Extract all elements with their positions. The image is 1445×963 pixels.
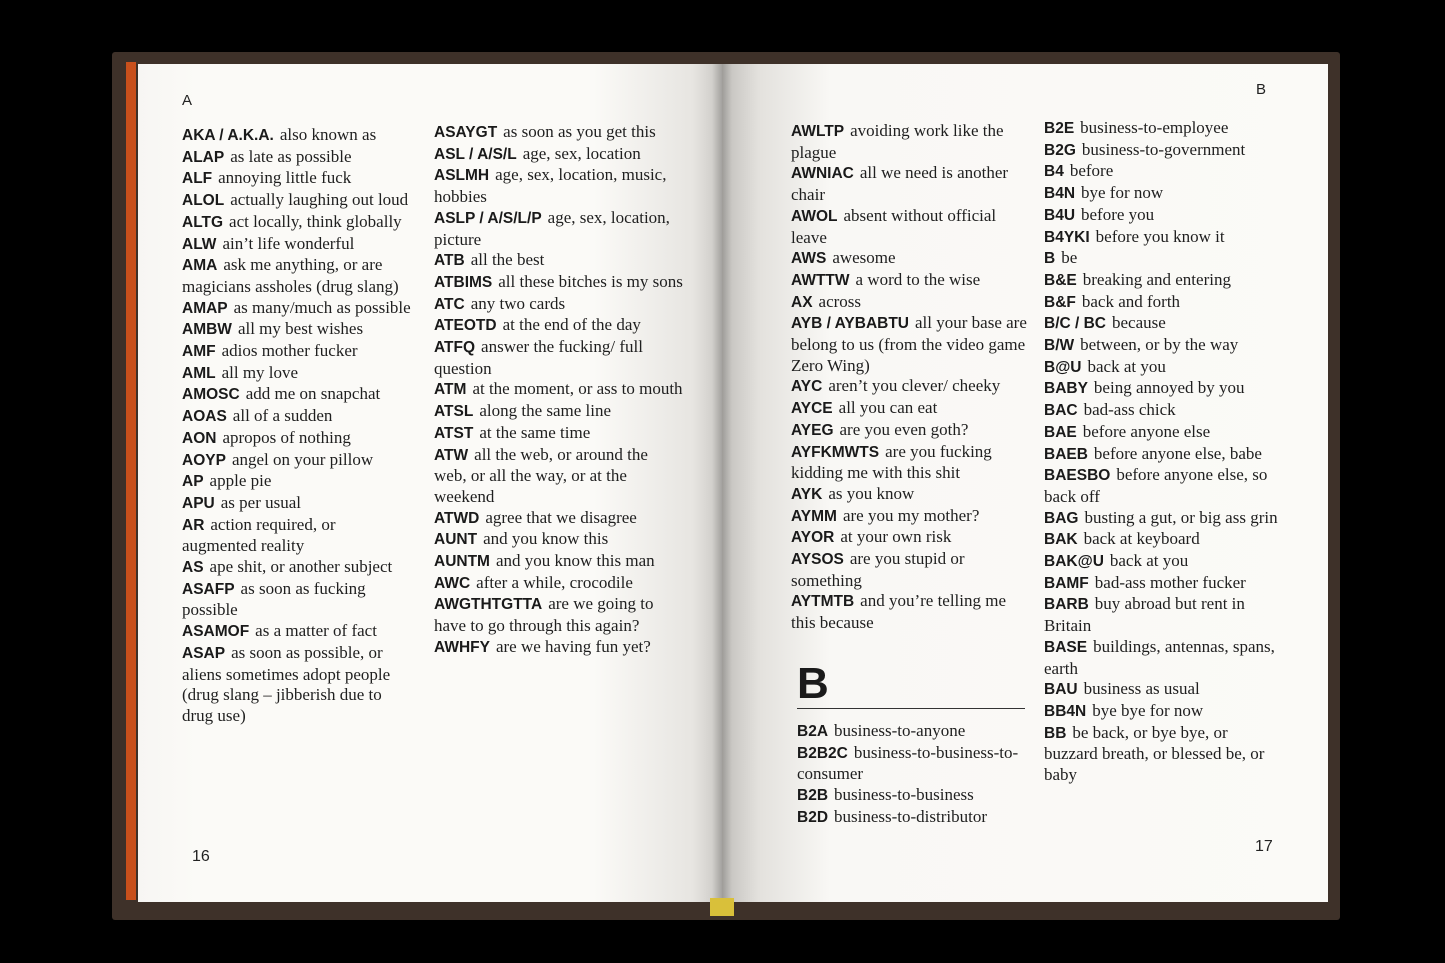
entry-abbreviation: AMF	[182, 343, 216, 361]
section-letter-left: A	[182, 92, 193, 109]
dictionary-entry	[791, 549, 1027, 591]
entry-definition: busting a gut, or big ass grin	[1084, 507, 1278, 527]
dictionary-entry	[182, 450, 414, 472]
section-heading-b: B	[797, 659, 829, 708]
entry-abbreviation: AX	[791, 293, 813, 311]
entry-definition: act locally, think globally	[229, 211, 402, 231]
entry-abbreviation: BAC	[1044, 402, 1078, 420]
entry-definition: as soon as possible, or aliens sometimes adopt people (drug slang – jibberish due to drug use)	[182, 642, 391, 725]
entry-definition: bye for now	[1081, 183, 1164, 203]
entry-abbreviation: ATM	[434, 381, 467, 399]
entry-abbreviation: B2B	[797, 787, 829, 805]
entry-abbreviation: ATFQ	[434, 339, 476, 357]
entry-definition: be back, or bye bye, or buzzard breath, or blessed be, or baby	[1044, 722, 1265, 785]
dictionary-entry	[434, 573, 684, 595]
entry-abbreviation: ASL / A/S/L	[434, 145, 517, 163]
dictionary-entry	[1044, 248, 1284, 270]
entry-abbreviation: ALTG	[182, 213, 224, 231]
entry-definition: a word to the wise	[855, 269, 981, 289]
entry-definition: are you fucking kidding me with this shit	[791, 441, 992, 483]
entry-definition: angel on your pillow	[231, 449, 374, 469]
section-letter-right: B	[1256, 81, 1267, 98]
dictionary-entry	[1044, 465, 1284, 507]
dictionary-entry	[434, 315, 684, 337]
dictionary-entry	[791, 591, 1027, 633]
entry-abbreviation: AOYP	[182, 451, 226, 469]
entry-abbreviation: AYOR	[791, 529, 835, 547]
entry-definition: as late as possible	[230, 146, 352, 166]
entry-abbreviation: AYCE	[791, 400, 833, 418]
entry-definition: breaking and entering	[1082, 269, 1231, 289]
dictionary-entry	[434, 122, 684, 144]
entry-definition: avoiding work like the plague	[791, 121, 1004, 162]
entry-abbreviation: B	[1044, 250, 1056, 268]
dictionary-entry	[791, 398, 1027, 420]
dictionary-entry	[1044, 444, 1284, 466]
entry-definition: along the same line	[479, 401, 612, 421]
entry-abbreviation: ASLP / A/S/L/P	[434, 209, 542, 227]
entry-abbreviation: B&F	[1044, 293, 1076, 311]
dictionary-entry	[182, 643, 414, 727]
dictionary-entry	[182, 384, 414, 406]
entry-abbreviation: AUNT	[434, 531, 478, 549]
dictionary-entry	[434, 594, 684, 636]
entry-definition: bad-ass mother fucker	[1094, 572, 1246, 592]
dictionary-entry	[1044, 270, 1284, 292]
book-gutter	[712, 64, 732, 902]
left-column-1	[182, 125, 414, 727]
entry-abbreviation: ALAP	[182, 148, 225, 166]
entry-definition: age, sex, location, music, hobbies	[434, 165, 667, 207]
entry-abbreviation: B2E	[1044, 120, 1075, 137]
right-column-1	[791, 121, 1027, 634]
entry-definition: all your base are belong to us (from the video game Zero Wing)	[791, 313, 1027, 375]
entry-abbreviation: ATST	[434, 424, 474, 442]
entry-abbreviation: ATB	[434, 252, 465, 270]
entry-definition: business-to-distributor	[834, 806, 988, 826]
entry-definition: and you’re telling me this because	[791, 591, 1007, 633]
right-page	[722, 64, 1328, 902]
entry-definition: as many/much as possible	[233, 297, 411, 317]
entry-abbreviation: BABY	[1044, 380, 1088, 398]
entry-definition: all of a sudden	[232, 406, 333, 426]
entry-definition: and you know this	[483, 529, 609, 549]
entry-definition: all my best wishes	[237, 319, 364, 339]
entry-abbreviation: B2B2C	[797, 744, 848, 762]
entry-definition: all these bitches is my sons	[498, 271, 683, 291]
entry-abbreviation: BAESBO	[1044, 467, 1111, 485]
entry-abbreviation: AMBW	[182, 321, 232, 339]
entry-abbreviation: B2D	[797, 808, 829, 826]
entry-definition: before anyone else, babe	[1093, 443, 1262, 463]
dictionary-entry	[791, 206, 1027, 248]
entry-abbreviation: B2G	[1044, 141, 1076, 159]
entry-abbreviation: AYFKMWTS	[791, 443, 880, 461]
entry-definition: answer the fucking/ full question	[434, 337, 643, 378]
dictionary-entry	[791, 270, 1027, 292]
dictionary-entry	[182, 621, 414, 643]
dictionary-entry	[434, 144, 684, 166]
entry-definition: are you even goth?	[839, 419, 969, 439]
entry-abbreviation: AWOL	[791, 207, 838, 225]
dictionary-entry	[1044, 573, 1284, 595]
entry-abbreviation: B/W	[1044, 337, 1075, 355]
dictionary-entry	[791, 121, 1027, 163]
entry-definition: ain’t life wonderful	[222, 233, 355, 253]
dictionary-entry	[791, 292, 1027, 314]
entry-definition: be	[1061, 248, 1078, 268]
entry-definition: age, sex, location, picture	[434, 207, 670, 249]
entry-definition: all my love	[221, 362, 299, 382]
dictionary-entry	[182, 212, 414, 234]
dictionary-entry	[791, 527, 1027, 549]
dictionary-entry	[182, 557, 414, 579]
entry-definition: buildings, antennas, spans, earth	[1044, 636, 1275, 678]
entry-definition: all the web, or around the web, or all the way, or at the weekend	[434, 444, 648, 506]
entry-abbreviation: BASE	[1044, 638, 1088, 656]
entry-definition: annoying little fuck	[218, 168, 352, 188]
bookmark-ribbon	[710, 898, 734, 916]
entry-abbreviation: ALOL	[182, 192, 225, 210]
dictionary-entry	[1044, 551, 1284, 573]
dictionary-entry	[182, 125, 414, 147]
dictionary-entry	[182, 319, 414, 341]
entry-abbreviation: B4N	[1044, 185, 1076, 203]
entry-abbreviation: ALF	[182, 170, 213, 188]
entry-definition: bye bye for now	[1092, 700, 1204, 720]
dictionary-entry	[1044, 400, 1284, 422]
dictionary-entry	[434, 529, 684, 551]
entry-abbreviation: BAU	[1044, 681, 1078, 699]
dictionary-entry	[182, 341, 414, 363]
entry-definition: as soon as you get this	[503, 122, 656, 141]
entry-abbreviation: AMOSC	[182, 386, 240, 404]
entry-definition: are you my mother?	[842, 505, 980, 525]
dictionary-entry	[182, 493, 414, 515]
entry-abbreviation: AWHFY	[434, 638, 490, 656]
entry-definition: back at you	[1087, 356, 1166, 376]
entry-definition: at the same time	[479, 422, 591, 442]
dictionary-entry	[434, 379, 684, 401]
entry-definition: all we need is another chair	[791, 163, 1009, 205]
entry-definition: action required, or augmented reality	[182, 514, 336, 556]
entry-abbreviation: ASAMOF	[182, 623, 250, 641]
dictionary-entry	[182, 515, 414, 557]
right-column-1-b-section	[797, 721, 1033, 829]
entry-definition: awesome	[832, 248, 896, 268]
entry-definition: being annoyed by you	[1093, 378, 1245, 398]
entry-definition: adios mother fucker	[221, 341, 358, 361]
dictionary-entry	[182, 234, 414, 256]
entry-abbreviation: BAEB	[1044, 445, 1088, 463]
entry-abbreviation: AMAP	[182, 299, 228, 317]
entry-definition: ape shit, or another subject	[209, 557, 393, 577]
entry-definition: before anyone else, so back off	[1044, 465, 1268, 506]
dictionary-entry	[434, 401, 684, 423]
entry-definition: business-to-employee	[1080, 118, 1229, 137]
dictionary-entry	[1044, 637, 1284, 679]
dictionary-entry	[434, 551, 684, 573]
dictionary-entry	[182, 363, 414, 385]
entry-definition: ask me anything, or are magicians assholes (drug slang)	[182, 255, 399, 296]
entry-definition: at the end of the day	[502, 315, 641, 335]
entry-abbreviation: AYSOS	[791, 551, 844, 569]
entry-definition: between, or by the way	[1080, 335, 1239, 355]
dictionary-entry	[797, 721, 1033, 743]
entry-abbreviation: ASAYGT	[434, 124, 498, 141]
right-column-2	[1044, 118, 1284, 786]
entry-definition: also known as	[279, 125, 377, 144]
dictionary-entry	[1044, 508, 1284, 530]
entry-definition: aren’t you clever/ cheeky	[828, 376, 1001, 396]
entry-definition: apple pie	[209, 471, 272, 491]
entry-definition: business-to-anyone	[834, 721, 966, 740]
entry-abbreviation: AYMM	[791, 507, 837, 525]
dictionary-entry	[182, 471, 414, 493]
entry-abbreviation: AWLTP	[791, 123, 845, 140]
dictionary-entry	[1044, 679, 1284, 701]
dictionary-entry	[797, 743, 1033, 785]
entry-abbreviation: AYK	[791, 485, 823, 503]
entry-abbreviation: ASLMH	[434, 167, 490, 185]
entry-definition: at the moment, or ass to mouth	[472, 379, 683, 399]
dictionary-entry	[1044, 594, 1284, 636]
entry-definition: and you know this man	[495, 551, 655, 571]
left-column-2	[434, 122, 684, 659]
entry-abbreviation: ATEOTD	[434, 317, 497, 335]
dictionary-entry	[182, 255, 414, 297]
dictionary-entry	[791, 313, 1027, 376]
entry-abbreviation: ASAFP	[182, 580, 235, 598]
dictionary-entry	[791, 484, 1027, 506]
entry-abbreviation: BAG	[1044, 509, 1079, 527]
entry-abbreviation: ATWD	[434, 509, 480, 527]
dictionary-entry	[1044, 723, 1284, 786]
dictionary-entry	[434, 250, 684, 272]
dictionary-entry	[434, 294, 684, 316]
dictionary-entry	[791, 442, 1027, 484]
entry-abbreviation: BAE	[1044, 423, 1077, 441]
dictionary-entry	[434, 445, 684, 508]
dictionary-entry	[797, 807, 1033, 829]
entry-abbreviation: B4	[1044, 163, 1064, 181]
dictionary-entry	[1044, 529, 1284, 551]
dictionary-entry	[1044, 422, 1284, 444]
entry-abbreviation: APU	[182, 494, 215, 512]
page-number-left: 16	[192, 848, 210, 865]
dictionary-entry	[182, 147, 414, 169]
dictionary-entry	[434, 208, 684, 250]
dictionary-entry	[434, 337, 684, 379]
entry-definition: back and forth	[1081, 291, 1181, 311]
page-edge-accent	[126, 62, 136, 900]
entry-abbreviation: AWC	[434, 574, 471, 592]
entry-definition: as soon as fucking possible	[182, 578, 366, 620]
dictionary-entry	[434, 165, 684, 207]
dictionary-entry	[434, 637, 684, 659]
dictionary-entry	[182, 579, 414, 621]
entry-definition: bad-ass chick	[1083, 400, 1176, 420]
entry-abbreviation: AWNIAC	[791, 165, 854, 183]
entry-definition: are we having fun yet?	[495, 636, 651, 656]
entry-definition: are you stupid or something	[791, 549, 965, 590]
entry-definition: apropos of nothing	[222, 427, 351, 447]
dictionary-entry	[1044, 357, 1284, 379]
entry-definition: business-to-business	[834, 785, 974, 805]
entry-abbreviation: BAK@U	[1044, 553, 1104, 571]
dictionary-entry	[434, 423, 684, 445]
dictionary-entry	[434, 272, 684, 294]
entry-definition: actually laughing out loud	[230, 190, 409, 210]
entry-abbreviation: BB	[1044, 724, 1067, 742]
dictionary-entry	[182, 406, 414, 428]
entry-abbreviation: ATSL	[434, 403, 474, 421]
entry-definition: as you know	[828, 483, 915, 503]
dictionary-entry	[182, 428, 414, 450]
dictionary-entry	[1044, 227, 1284, 249]
entry-definition: across	[818, 291, 862, 311]
entry-abbreviation: B@U	[1044, 358, 1082, 376]
left-page	[138, 64, 722, 902]
dictionary-entry	[1044, 161, 1284, 183]
dictionary-entry	[434, 508, 684, 530]
entry-abbreviation: ATW	[434, 446, 469, 464]
dictionary-entry	[1044, 378, 1284, 400]
entry-abbreviation: B4U	[1044, 206, 1076, 224]
dictionary-entry	[791, 420, 1027, 442]
entry-abbreviation: ATBIMS	[434, 273, 493, 291]
entry-abbreviation: AKA / A.K.A.	[182, 127, 274, 144]
dictionary-entry	[791, 248, 1027, 270]
entry-definition: after a while, crocodile	[476, 572, 633, 592]
entry-definition: before you know it	[1095, 226, 1225, 246]
entry-definition: before	[1069, 161, 1114, 181]
entry-definition: age, sex, location	[522, 143, 641, 163]
entry-abbreviation: B4YKI	[1044, 228, 1090, 246]
entry-definition: as per usual	[220, 492, 301, 512]
entry-definition: at your own risk	[840, 527, 952, 547]
dictionary-entry	[791, 376, 1027, 398]
entry-definition: before you	[1081, 204, 1155, 224]
entry-definition: back at keyboard	[1083, 529, 1200, 549]
dictionary-entry	[1044, 140, 1284, 162]
entry-definition: because	[1112, 313, 1166, 333]
dictionary-entry	[1044, 183, 1284, 205]
entry-abbreviation: AON	[182, 429, 217, 447]
entry-definition: buy abroad but rent in Britain	[1044, 594, 1245, 636]
dictionary-entry	[791, 506, 1027, 528]
dictionary-entry	[791, 163, 1027, 205]
dictionary-entry	[182, 190, 414, 212]
dictionary-entry	[1044, 313, 1284, 335]
entry-definition: absent without official leave	[791, 205, 997, 247]
dictionary-entry	[182, 298, 414, 320]
entry-abbreviation: AYB / AYBABTU	[791, 315, 909, 333]
dictionary-entry	[1044, 118, 1284, 140]
page-number-right: 17	[1255, 838, 1273, 855]
entry-abbreviation: AOAS	[182, 408, 227, 426]
entry-definition: business-to-government	[1081, 139, 1246, 159]
entry-definition: all the best	[470, 250, 545, 270]
dictionary-entry	[1044, 205, 1284, 227]
entry-abbreviation: ALW	[182, 235, 217, 253]
entry-abbreviation: AYC	[791, 378, 823, 396]
entry-definition: add me on snapchat	[245, 384, 381, 404]
entry-abbreviation: AMA	[182, 257, 218, 275]
entry-abbreviation: ASAP	[182, 644, 226, 662]
dictionary-entry	[1044, 292, 1284, 314]
entry-definition: any two cards	[470, 293, 566, 313]
section-rule	[797, 708, 1025, 709]
entry-abbreviation: BB4N	[1044, 702, 1087, 720]
entry-definition: business as usual	[1083, 679, 1200, 699]
entry-abbreviation: AS	[182, 559, 204, 577]
entry-abbreviation: B&E	[1044, 271, 1077, 289]
entry-abbreviation: BARB	[1044, 596, 1089, 614]
entry-definition: agree that we disagree	[485, 507, 637, 527]
entry-abbreviation: AML	[182, 364, 216, 382]
entry-abbreviation: AYTMTB	[791, 593, 855, 611]
entry-abbreviation: ATC	[434, 295, 465, 313]
entry-definition: business-to-business-to-consumer	[797, 742, 1019, 784]
entry-abbreviation: B2A	[797, 723, 829, 740]
dictionary-entry	[797, 785, 1033, 807]
entry-definition: before anyone else	[1082, 421, 1211, 441]
entry-abbreviation: AR	[182, 516, 205, 534]
entry-definition: back at you	[1109, 551, 1189, 571]
entry-abbreviation: AWS	[791, 250, 827, 268]
entry-abbreviation: BAMF	[1044, 574, 1089, 592]
entry-abbreviation: B/C / BC	[1044, 315, 1106, 333]
dictionary-entry	[182, 168, 414, 190]
entry-abbreviation: AWTTW	[791, 271, 850, 289]
dictionary-entry	[1044, 701, 1284, 723]
entry-abbreviation: AUNTM	[434, 553, 490, 571]
dictionary-entry	[1044, 335, 1284, 357]
entry-abbreviation: AYEG	[791, 421, 834, 439]
entry-abbreviation: AP	[182, 473, 204, 491]
entry-abbreviation: BAK	[1044, 531, 1078, 549]
entry-definition: as a matter of fact	[255, 621, 377, 641]
entry-definition: all you can eat	[838, 398, 938, 418]
entry-abbreviation: AWGTHTGTTA	[434, 596, 543, 614]
entry-definition: are we going to have to go through this again?	[434, 594, 654, 636]
